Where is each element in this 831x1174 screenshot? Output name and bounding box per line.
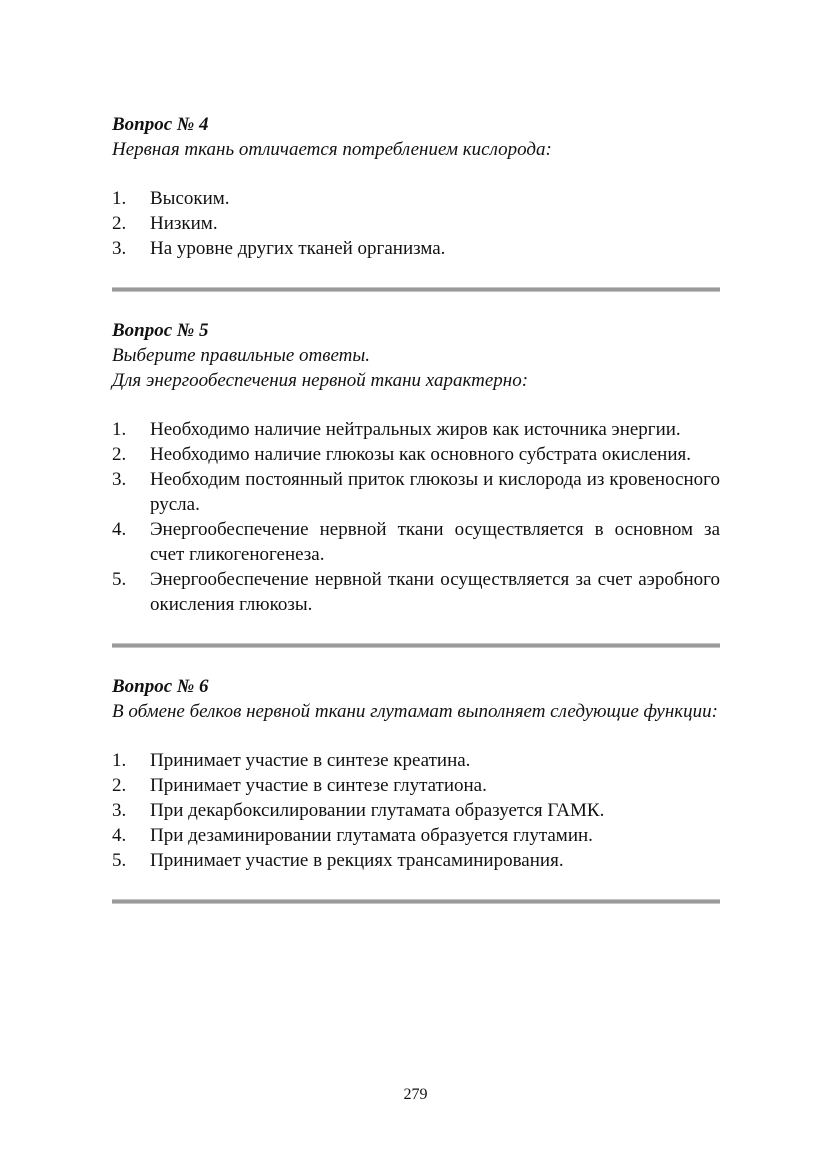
page-number: 279	[403, 1086, 428, 1103]
answer-text: Энергообеспечение нервной ткани осуществляется за счет аэробного окисления глюкозы.	[150, 569, 720, 615]
question-title: Вопрос № 5	[112, 320, 209, 341]
answer-item	[112, 186, 720, 211]
question-prompt: Для энергообеспечения нервной ткани характерно:	[112, 370, 529, 391]
answer-text: На уровне других тканей организма.	[150, 238, 446, 259]
section-divider	[112, 643, 720, 648]
answer-number: 5.	[112, 569, 127, 590]
section-divider	[112, 287, 720, 292]
answer-number: 4.	[112, 825, 127, 846]
answer-number: 1.	[112, 419, 127, 440]
answer-text: Высоким.	[150, 188, 230, 209]
answer-list	[112, 748, 720, 873]
answer-number: 3.	[112, 800, 127, 821]
question-title: Вопрос № 6	[112, 676, 209, 697]
answer-item	[112, 773, 720, 798]
answer-item	[112, 517, 720, 567]
answer-number: 1.	[112, 188, 127, 209]
answer-text: Необходимо наличие глюкозы как основного субстрата окисления.	[150, 444, 691, 465]
answer-list	[112, 186, 720, 261]
answer-text: Необходимо наличие нейтральных жиров как источника энергии.	[150, 419, 681, 440]
answer-item	[112, 823, 720, 848]
answer-number: 2.	[112, 213, 127, 234]
question-5	[112, 318, 720, 617]
answer-number: 1.	[112, 750, 127, 771]
answer-item	[112, 236, 720, 261]
answer-text: Принимает участие в рекциях трансаминирования.	[150, 850, 564, 871]
answer-item	[112, 748, 720, 773]
answer-text: Необходим постоянный приток глюкозы и кислорода из кровеносного русла.	[150, 469, 720, 515]
answer-item	[112, 211, 720, 236]
answer-item	[112, 467, 720, 517]
answer-text: Энергообеспечение нервной ткани осуществляется в основном за счет гликогеногенеза.	[150, 519, 720, 565]
answer-item	[112, 442, 720, 467]
answer-number: 2.	[112, 444, 127, 465]
section-divider	[112, 899, 720, 904]
question-4	[112, 112, 720, 261]
answer-number: 3.	[112, 238, 127, 259]
answer-text: При декарбоксилировании глутамата образуется ГАМК.	[150, 800, 605, 821]
answer-item	[112, 567, 720, 617]
answer-text: Принимает участие в синтезе креатина.	[150, 750, 471, 771]
answer-text: Низким.	[150, 213, 218, 234]
question-6	[112, 674, 720, 873]
answer-item	[112, 848, 720, 873]
answer-number: 5.	[112, 850, 127, 871]
question-prompt: В обмене белков нервной ткани глутамат выполняет следующие функции:	[112, 701, 718, 722]
answer-list	[112, 417, 720, 617]
answer-number: 4.	[112, 519, 127, 540]
answer-item	[112, 417, 720, 442]
answer-text: Принимает участие в синтезе глутатиона.	[150, 775, 487, 796]
answer-item	[112, 798, 720, 823]
question-title: Вопрос № 4	[112, 114, 209, 135]
answer-text: При дезаминировании глутамата образуется глутамин.	[150, 825, 593, 846]
answer-number: 2.	[112, 775, 127, 796]
answer-number: 3.	[112, 469, 127, 490]
page-content	[112, 112, 720, 930]
question-prompt: Нервная ткань отличается потреблением кислорода:	[112, 139, 552, 160]
question-prompt: Выберите правильные ответы.	[112, 345, 371, 366]
